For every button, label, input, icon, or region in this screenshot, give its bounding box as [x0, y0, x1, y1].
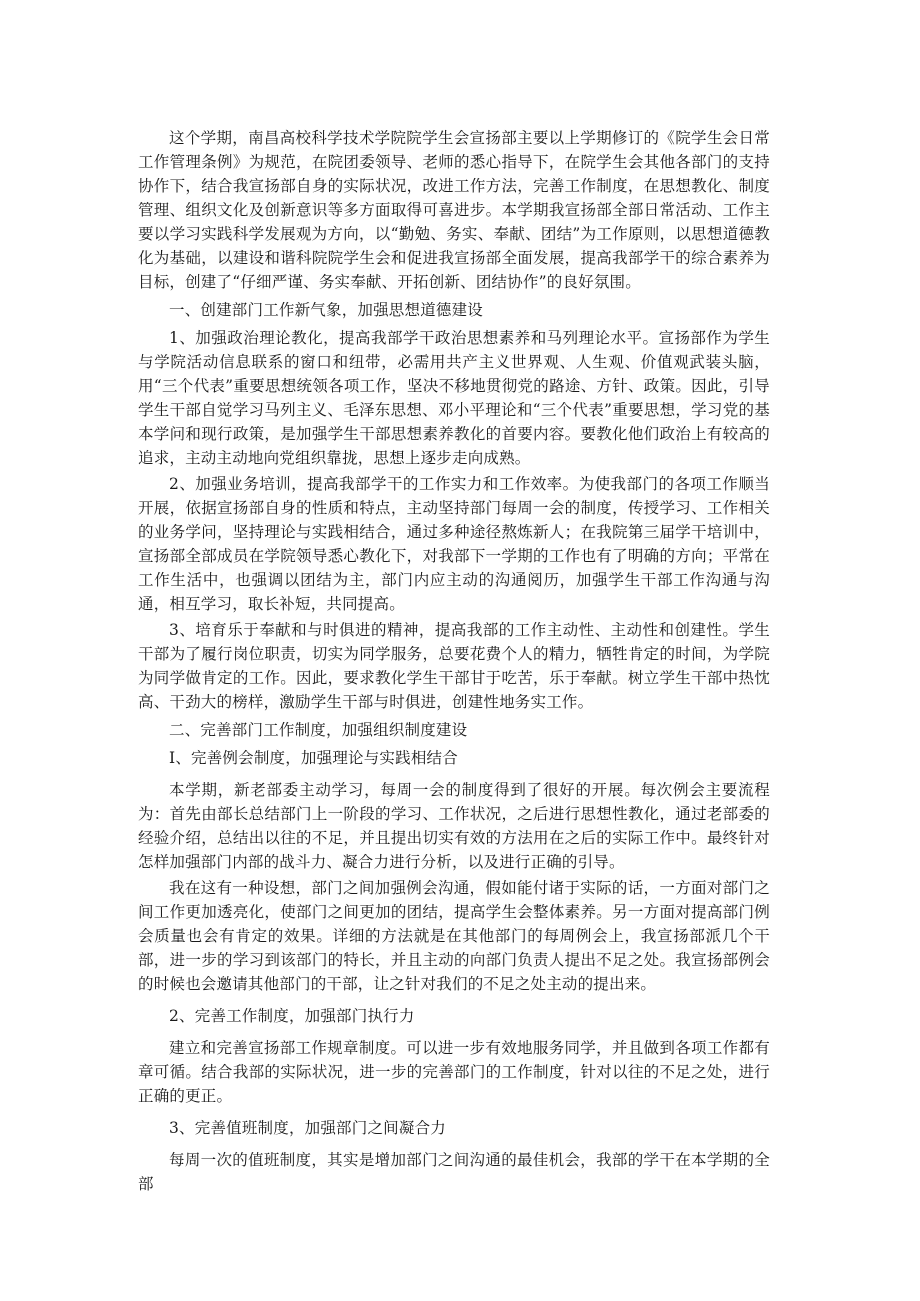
paragraph-business-training: 2、加强业务培训，提高我部学干的工作实力和工作效率。为使我部门的各项工作顺当开展，依据宣扬部自身的性质和特点，主动坚持部门每周一会的制度，传授学习、工作相关的业务学问，坚持理论与实践相结合，通过多种途径熬炼新人；在我院第三届学干培训中，宣扬部全部成员在学院领导悉心教化下，对我部下一学期的工作也有了明确的方向；平常在工作生活中，也强调以团结为主，部门内应主动的沟通阅历，加强学生干部工作沟通与沟通，相互学习，取长补短，共同提高。 — [138, 475, 770, 613]
paragraph-cross-department-idea: 我在这有一种设想，部门之间加强例会沟通，假如能付诸于实际的话，一方面对部门之间工作更加透亮化，使部门之间更加的团结，提高学生会整体素养。另一方面对提高部门例会质量也会有肯定的效果。详细的方法就是在其他部门的每周例会上，我宣扬部派几个干部，进一步的学习到该部门的特长，并且主动的向部门负责人提出不足之处。我宣扬部例会的时候也会邀请其他部门的干部，让之针对我们的不足之处主动的提出来。 — [138, 879, 770, 993]
paragraph-dedication-spirit: 3、培育乐于奉献和与时俱进的精神，提高我部的工作主动性、主动性和创建性。学生干部为了履行岗位职责，切实为同学服务，总要花费个人的精力，牺牲肯定的时间，为学院为同学做肯定的工作。因此，要求教化学生干部甘于吃苦，乐于奉献。树立学生干部中热忱高、干劲大的榜样，激励学生干部与时俱进，创建性地务实工作。 — [138, 621, 770, 711]
paragraph-political-education: 1、加强政治理论教化，提高我部学干政治思想素养和马列理论水平。宣扬部作为学生与学院活动信息联系的窗口和纽带，必需用共产主义世界观、人生观、价值观武装头脑，用“三个代表”重要思想统领各项工作，坚决不移地贯彻党的路途、方针、政策。因此，引导学生干部自觉学习马列主义、毛泽东思想、邓小平理论和“三个代表”重要思想，学习党的基本学问和现行政策，是加强学生干部思想素养教化的首要内容。要教化他们政治上有较高的追求，主动主动地向党组织靠拢，思想上逐步走向成熟。 — [138, 329, 770, 467]
intro-paragraph: 这个学期，南昌高校科学技术学院院学生会宣扬部主要以上学期修订的《院学生会日常工作管理条例》为规范，在院团委领导、老师的悉心指导下，在院学生会其他各部门的支持协作下，结合我宣扬部自身的实际状况，改进工作方法，完善工作制度，在思想教化、制度管理、组织文化及创新意识等多方面取得可喜进步。本学期我宣扬部全部日常活动、工作主要以学习实践科学发展观为方向，以“勤勉、务实、奉献、团结”为工作原则，以思想道德教化为基础，以建设和谐科院院学生会和促进我宣扬部全面发展，提高我部学干的综合素养为目标，创建了“仔细严谨、务实奉献、开拓创新、团结协作”的良好氛围。 — [138, 129, 770, 291]
section-heading-1: 一、创建部门工作新气象，加强思想道德建设 — [169, 301, 484, 319]
paragraph-duty-schedule: 每周一次的值班制度，其实是增加部门之间沟通的最佳机会，我部的学干在本学期的全部 — [138, 1151, 770, 1193]
paragraph-work-rules: 建立和完善宣扬部工作规章制度。可以进一步有效地服务同学，并且做到各项工作都有章可循。结合我部的实际状况，进一步的完善部门的工作制度，针对以往的不足之处，进行正确的更正。 — [138, 1039, 770, 1105]
subheading-duty-system: 3、完善值班制度，加强部门之间凝合力 — [169, 1119, 446, 1137]
subheading-meeting-system: I、完善例会制度，加强理论与实践相结合 — [169, 749, 458, 767]
paragraph-weekly-meeting: 本学期，新老部委主动学习，每周一会的制度得到了很好的开展。每次例会主要流程为：首先由部长总结部门上一阶段的学习、工作状况，之后进行思想性教化，通过老部委的经验介绍，总结出以往的不足，并且提出切实有效的方法用在之后的实际工作中。最终针对怎样加强部门内部的战斗力、凝合力进行分析，以及进行正确的引导。 — [138, 781, 770, 871]
document-page — [138, 126, 770, 1196]
subheading-work-system: 2、完善工作制度，加强部门执行力 — [169, 1007, 415, 1025]
section-heading-2: 二、完善部门工作制度，加强组织制度建设 — [169, 721, 468, 739]
